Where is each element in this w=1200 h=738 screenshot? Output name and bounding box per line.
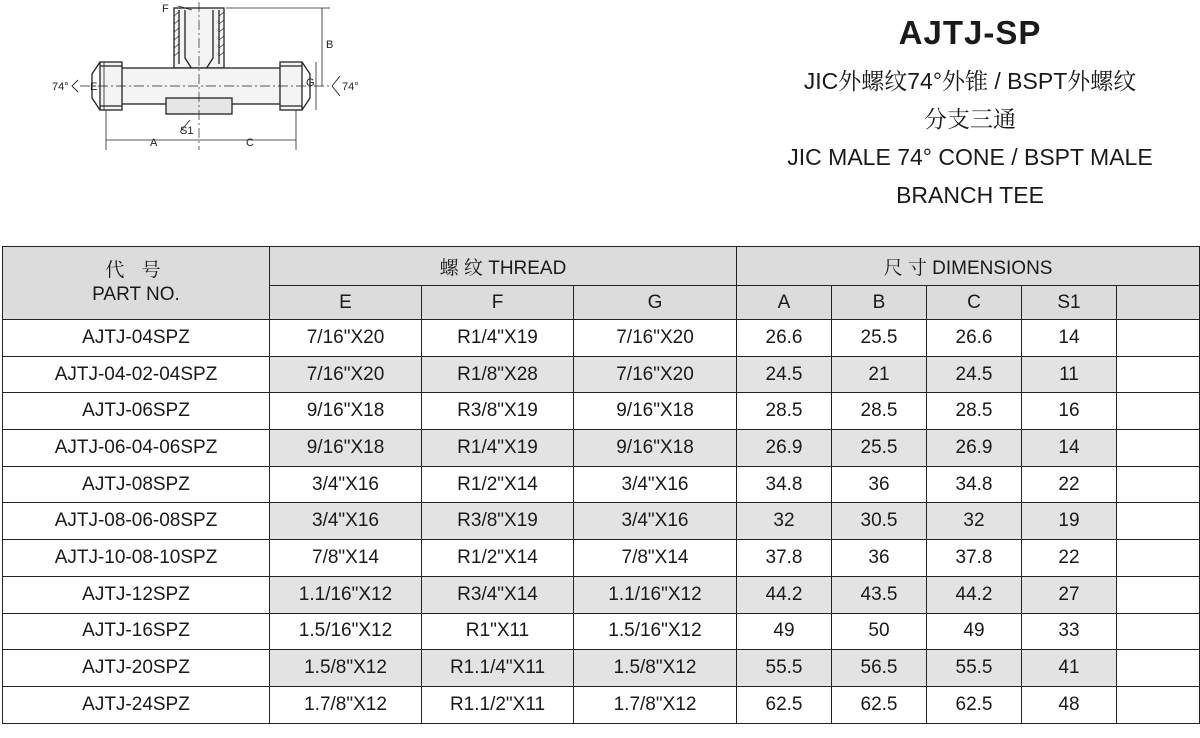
cell-F: R3/8"X19 <box>422 503 574 540</box>
cell-blank <box>1117 320 1200 357</box>
cell-S1: 16 <box>1022 393 1117 430</box>
cell-B: 43.5 <box>832 576 927 613</box>
cell-A: 37.8 <box>737 540 832 577</box>
cell-C: 62.5 <box>927 686 1022 723</box>
table-row <box>3 686 1200 723</box>
cell-C: 28.5 <box>927 393 1022 430</box>
cell-part: AJTJ-04SPZ <box>3 320 270 357</box>
cell-S1: 22 <box>1022 466 1117 503</box>
cell-part: AJTJ-06-04-06SPZ <box>3 430 270 467</box>
table-row <box>3 650 1200 687</box>
header-part-en: PART NO. <box>92 284 180 305</box>
cell-B: 50 <box>832 613 927 650</box>
cell-B: 25.5 <box>832 430 927 467</box>
cell-blank <box>1117 356 1200 393</box>
cell-A: 44.2 <box>737 576 832 613</box>
cell-C: 32 <box>927 503 1022 540</box>
cell-C: 26.9 <box>927 430 1022 467</box>
cell-B: 62.5 <box>832 686 927 723</box>
cell-E: 1.5/8"X12 <box>270 650 422 687</box>
header-dimensions: 尺 寸 DIMENSIONS <box>737 247 1200 286</box>
cell-C: 24.5 <box>927 356 1022 393</box>
table-row <box>3 576 1200 613</box>
cell-E: 7/16"X20 <box>270 320 422 357</box>
cell-S1: 14 <box>1022 320 1117 357</box>
branch-tee-drawing <box>40 0 380 160</box>
cell-B: 36 <box>832 540 927 577</box>
cell-A: 34.8 <box>737 466 832 503</box>
cell-G: 1.5/8"X12 <box>574 650 737 687</box>
cell-F: R1/8"X28 <box>422 356 574 393</box>
cell-blank <box>1117 393 1200 430</box>
product-title: AJTJ-SP <box>898 14 1042 51</box>
cell-S1: 19 <box>1022 503 1117 540</box>
subtitle-cn-2: 分支三通 <box>924 106 1016 132</box>
cell-E: 7/16"X20 <box>270 356 422 393</box>
cell-E: 9/16"X18 <box>270 393 422 430</box>
label-C: C <box>246 137 254 149</box>
cell-F: R1/2"X14 <box>422 540 574 577</box>
label-A: A <box>150 137 158 149</box>
cell-A: 62.5 <box>737 686 832 723</box>
table-row <box>3 356 1200 393</box>
cell-E: 9/16"X18 <box>270 430 422 467</box>
label-G: G <box>306 77 315 89</box>
cell-F: R1/4"X19 <box>422 430 574 467</box>
cell-S1: 14 <box>1022 430 1117 467</box>
table-row <box>3 540 1200 577</box>
cell-part: AJTJ-06SPZ <box>3 393 270 430</box>
header-thread: 螺 纹 THREAD <box>270 247 737 286</box>
cell-B: 28.5 <box>832 393 927 430</box>
table-row <box>3 430 1200 467</box>
cell-F: R1.1/2"X11 <box>422 686 574 723</box>
table-row <box>3 613 1200 650</box>
header-G: G <box>574 286 737 320</box>
cell-G: 9/16"X18 <box>574 430 737 467</box>
header-blank <box>1117 286 1200 320</box>
cell-part: AJTJ-24SPZ <box>3 686 270 723</box>
header-E: E <box>270 286 422 320</box>
header-B: B <box>832 286 927 320</box>
header-S1: S1 <box>1022 286 1117 320</box>
cell-F: R3/8"X19 <box>422 393 574 430</box>
cell-E: 1.1/16"X12 <box>270 576 422 613</box>
cell-blank <box>1117 650 1200 687</box>
cell-B: 25.5 <box>832 320 927 357</box>
cell-A: 32 <box>737 503 832 540</box>
cell-A: 24.5 <box>737 356 832 393</box>
cell-E: 1.7/8"X12 <box>270 686 422 723</box>
cell-G: 1.5/16"X12 <box>574 613 737 650</box>
table-row <box>3 393 1200 430</box>
cell-E: 3/4"X16 <box>270 503 422 540</box>
table-row <box>3 503 1200 540</box>
cell-A: 26.9 <box>737 430 832 467</box>
cell-F: R3/4"X14 <box>422 576 574 613</box>
cell-A: 28.5 <box>737 393 832 430</box>
cell-E: 3/4"X16 <box>270 466 422 503</box>
cell-part: AJTJ-08SPZ <box>3 466 270 503</box>
cell-C: 34.8 <box>927 466 1022 503</box>
cell-G: 7/16"X20 <box>574 356 737 393</box>
cell-A: 26.6 <box>737 320 832 357</box>
cell-S1: 27 <box>1022 576 1117 613</box>
header-part-cn: 代 号 <box>105 260 167 281</box>
label-angle-right: 74° <box>342 81 359 93</box>
cell-part: AJTJ-16SPZ <box>3 613 270 650</box>
technical-drawing <box>40 0 380 160</box>
cell-F: R1/4"X19 <box>422 320 574 357</box>
cell-blank <box>1117 430 1200 467</box>
cell-blank <box>1117 613 1200 650</box>
cell-A: 49 <box>737 613 832 650</box>
cell-F: R1.1/4"X11 <box>422 650 574 687</box>
cell-part: AJTJ-12SPZ <box>3 576 270 613</box>
cell-blank <box>1117 466 1200 503</box>
cell-G: 7/16"X20 <box>574 320 737 357</box>
cell-G: 1.7/8"X12 <box>574 686 737 723</box>
cell-S1: 33 <box>1022 613 1117 650</box>
cell-B: 36 <box>832 466 927 503</box>
cell-B: 30.5 <box>832 503 927 540</box>
table-row <box>3 320 1200 357</box>
cell-E: 7/8"X14 <box>270 540 422 577</box>
cell-blank <box>1117 540 1200 577</box>
cell-S1: 48 <box>1022 686 1117 723</box>
header-C: C <box>927 286 1022 320</box>
cell-G: 9/16"X18 <box>574 393 737 430</box>
cell-S1: 41 <box>1022 650 1117 687</box>
cell-C: 37.8 <box>927 540 1022 577</box>
cell-G: 1.1/16"X12 <box>574 576 737 613</box>
label-B: B <box>326 39 334 51</box>
table-row <box>3 466 1200 503</box>
header-F: F <box>422 286 574 320</box>
cell-part: AJTJ-04-02-04SPZ <box>3 356 270 393</box>
cell-G: 3/4"X16 <box>574 503 737 540</box>
cell-part: AJTJ-20SPZ <box>3 650 270 687</box>
label-S1: S1 <box>180 125 194 137</box>
label-angle-left: 74° <box>52 81 69 93</box>
cell-F: R1/2"X14 <box>422 466 574 503</box>
cell-C: 49 <box>927 613 1022 650</box>
cell-B: 21 <box>832 356 927 393</box>
cell-C: 44.2 <box>927 576 1022 613</box>
cell-S1: 22 <box>1022 540 1117 577</box>
cell-B: 56.5 <box>832 650 927 687</box>
cell-F: R1"X11 <box>422 613 574 650</box>
cell-C: 55.5 <box>927 650 1022 687</box>
spec-table <box>2 246 1200 724</box>
label-F: F <box>162 3 169 15</box>
cell-G: 3/4"X16 <box>574 466 737 503</box>
label-E: E <box>90 81 98 93</box>
header-part-no <box>3 247 270 320</box>
cell-C: 26.6 <box>927 320 1022 357</box>
cell-blank <box>1117 503 1200 540</box>
subtitle-en-1: JIC MALE 74° CONE / BSPT MALE <box>787 144 1153 170</box>
cell-part: AJTJ-08-06-08SPZ <box>3 503 270 540</box>
subtitle-cn-1: JIC外螺纹74°外锥 / BSPT外螺纹 <box>803 68 1137 94</box>
cell-E: 1.5/16"X12 <box>270 613 422 650</box>
cell-A: 55.5 <box>737 650 832 687</box>
cell-S1: 11 <box>1022 356 1117 393</box>
cell-blank <box>1117 576 1200 613</box>
cell-blank <box>1117 686 1200 723</box>
cell-part: AJTJ-10-08-10SPZ <box>3 540 270 577</box>
title-block <box>720 10 1200 214</box>
cell-G: 7/8"X14 <box>574 540 737 577</box>
subtitle-en-2: BRANCH TEE <box>896 182 1044 208</box>
header-A: A <box>737 286 832 320</box>
